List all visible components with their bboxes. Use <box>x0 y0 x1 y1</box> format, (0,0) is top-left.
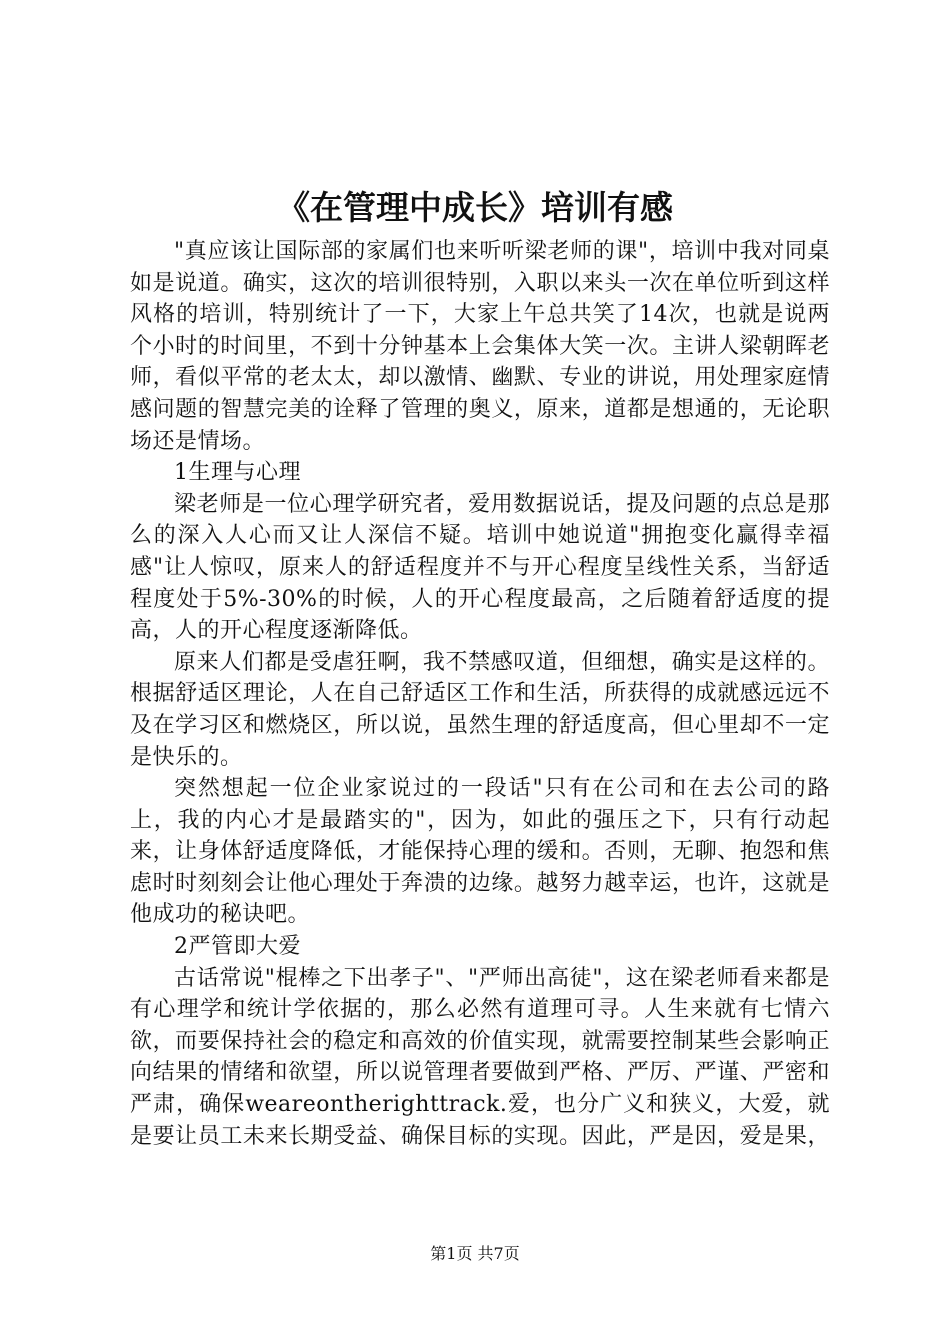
paragraph-strict-love: 古话常说"棍棒之下出孝子"、"严师出高徒"，这在梁老师看来都是有心理学和统计学依据的，那么必然有道理可寻。人生来就有七情六欲，而要保持社会的稳定和高效的价值实现，就需要控制某些会影响正向结果的情绪和欲望，所以说管理者要做到严格、严厉、严谨、严密和严肃，确保weareontherighttrack.爱，也分广义和狭义，大爱，就是要让员工未来长期受益、确保目标的实现。因此，严是因，爱是果， <box>130 965 830 1149</box>
document-body <box>130 236 830 1152</box>
document-title: 《在管理中成长》培训有感 <box>277 188 673 227</box>
paragraph-comfort-happiness: 梁老师是一位心理学研究者，爱用数据说话，提及问题的点总是那么的深入人心而又让人深信不疑。培训中她说道"拥抱变化赢得幸福感"让人惊叹，原来人的舒适程度并不与开心程度呈线性关系，当舒适程度处于5%-30%的时候，人的开心程度最高，之后随着舒适度的提高，人的开心程度逐渐降低。 <box>130 491 830 644</box>
paragraph-intro: "真应该让国际部的家属们也来听听梁老师的课"，培训中我对同桌如是说道。确实，这次的培训很特别，入职以来头一次在单位听到这样风格的培训，特别统计了一下，大家上午总共笑了14次，也就是说两个小时的时间里，不到十分钟基本上会集体大笑一次。主讲人梁朝晖老师，看似平常的老太太，却以激情、幽默、专业的讲说，用处理家庭情感问题的智慧完美的诠释了管理的奥义，原来，道都是想通的，无论职场还是情场。 <box>130 239 830 454</box>
section-heading-1: 1生理与心理 <box>174 460 301 486</box>
section-heading-2: 2严管即大爱 <box>174 934 301 960</box>
page-footer: 第1页 共7页 <box>430 1244 520 1263</box>
paragraph-comfort-zone: 原来人们都是受虐狂啊，我不禁感叹道，但细想，确实是这样的。根据舒适区理论，人在自己舒适区工作和生活，所获得的成就感远远不及在学习区和燃烧区，所以说，虽然生理的舒适度高，但心里却不一定是快乐的。 <box>130 649 830 770</box>
paragraph-entrepreneur: 突然想起一位企业家说过的一段话"只有在公司和在去公司的路上，我的内心才是最踏实的"，因为，如此的强压之下，只有行动起来，让身体舒适度降低，才能保持心理的缓和。否则，无聊、抱怨和焦虑时时刻刻会让他心理处于奔溃的边缘。越努力越幸运，也许，这就是他成功的秘诀吧。 <box>130 776 830 928</box>
